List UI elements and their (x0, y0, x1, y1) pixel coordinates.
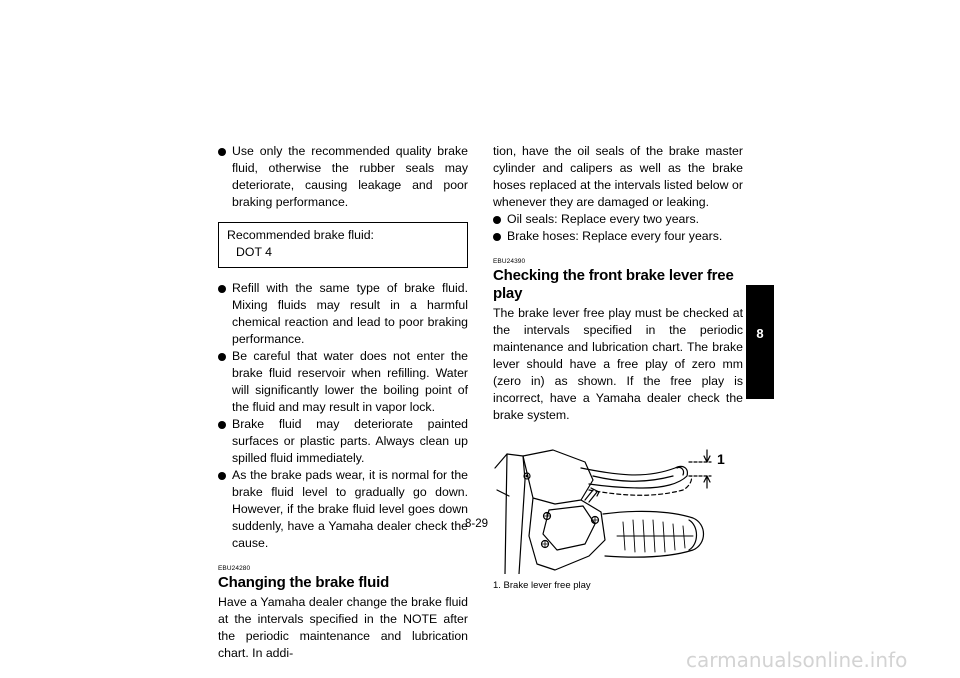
bullet-icon (218, 421, 226, 429)
continued-text: tion, have the oil seals of the brake master cylinder and calipers as well as the brake hoses replaced at the intervals listed below or whenever they are damaged or leaking. (493, 144, 743, 209)
chapter-number: 8 (756, 326, 764, 341)
bullet-text: As the brake pads wear, it is normal for the brake fluid level to gradually go down. However, if the brake fluid level goes down suddenly, have a Yamaha dealer check the cause. (232, 468, 468, 550)
bullet-icon (218, 353, 226, 361)
chapter-tab (746, 285, 774, 399)
figure-callout-label: 1 (717, 451, 725, 467)
section-title: Changing the brake fluid (218, 574, 390, 591)
brake-lever-figure (493, 440, 733, 574)
section-title: Checking the front brake lever free play (493, 267, 734, 302)
section-code: EBU24390 (493, 258, 526, 265)
figure-caption: 1. Brake lever free play (493, 580, 591, 591)
bullet-text: Use only the recommended quality brake fluid, otherwise the rubber seals may deteriorate, causing leakage and poor braking performance. (232, 144, 468, 209)
bullet-text: Brake fluid may deteriorate painted surfaces or plastic parts. Always clean up spilled fluid immediately. (232, 417, 468, 465)
bullet-item (218, 280, 468, 348)
bullet-icon (493, 216, 501, 224)
bullet-item (218, 348, 468, 416)
bullet-item (218, 467, 468, 552)
bullet-icon (218, 472, 226, 480)
spec-label: Recommended brake fluid: (227, 228, 374, 242)
left-column (218, 143, 468, 662)
watermark: carmanualsonline.info (686, 648, 908, 672)
bullet-item (218, 416, 468, 467)
bullet-text: Refill with the same type of brake fluid. Mixing fluids may result in a harmful chemical reaction and lead to poor braking performance. (232, 281, 468, 346)
bullet-item (493, 211, 743, 228)
spec-value: DOT 4 (236, 245, 272, 259)
bullet-item (218, 143, 468, 211)
bullet-text: Be careful that water does not enter the brake fluid reservoir when refilling. Water will significantly lower the boiling point of the fluid and may result in vapor lock. (232, 349, 468, 414)
section-body: The brake lever free play must be checked at the intervals specified in the periodic maintenance and lubrication chart. The brake lever should have a free play of zero mm (zero in) as shown. If the free play is incorrect, have a Yamaha dealer check the brake system. (493, 306, 743, 422)
bullet-icon (218, 285, 226, 293)
brake-lever-illustration-icon (493, 440, 733, 574)
bullet-icon (218, 148, 226, 156)
bullet-text: Oil seals: Replace every two years. (507, 212, 700, 226)
right-column (493, 143, 743, 592)
recommended-fluid-box (218, 222, 468, 268)
section-body: Have a Yamaha dealer change the brake fluid at the intervals specified in the NOTE after the periodic maintenance and lubrication chart. In addi- (218, 595, 468, 660)
bullet-text: Brake hoses: Replace every four years. (507, 229, 723, 243)
bullet-icon (493, 233, 501, 241)
section-code: EBU24280 (218, 565, 251, 572)
page-number: 8-29 (465, 518, 489, 530)
bullet-item (493, 228, 743, 245)
